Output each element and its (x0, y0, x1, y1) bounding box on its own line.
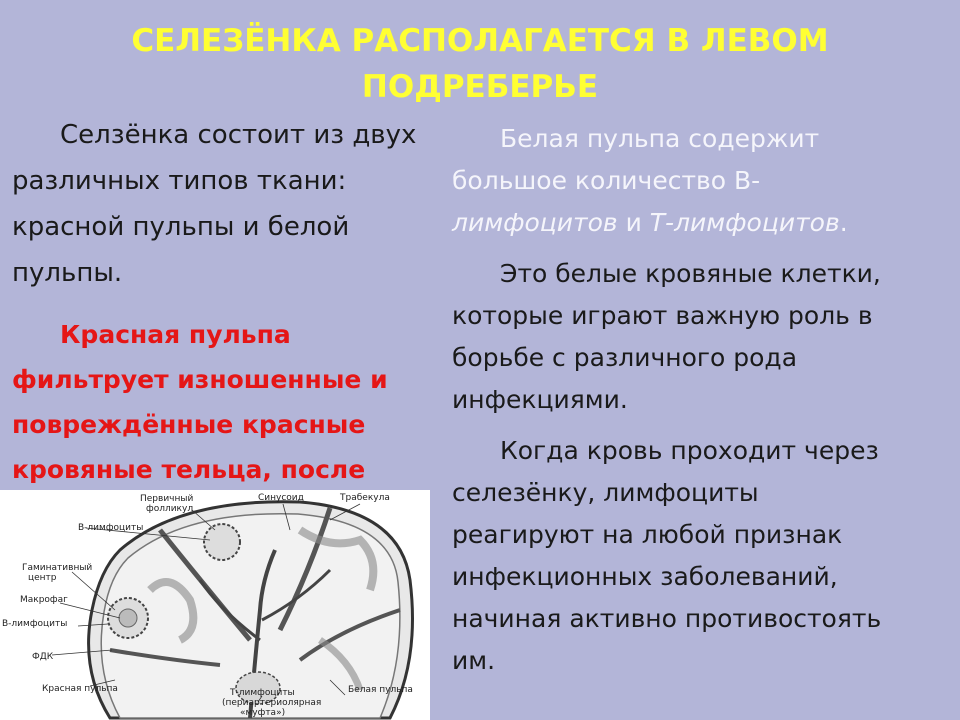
white-pulp-line-1: Белая пульпа содержит (500, 124, 820, 153)
label-fdk: ФДК (32, 652, 54, 662)
blood-flow-paragraph (452, 430, 942, 682)
label-b-lymphocytes-2: В-лимфоциты (2, 619, 68, 629)
red-line-2: фильтрует изношенные и (12, 365, 388, 394)
left-text-column (12, 112, 452, 492)
slide-title (0, 18, 960, 110)
blood-flow-line-5: начиная активно противостоять (452, 604, 882, 633)
intro-line-1: Селзёнка состоит из двух (60, 120, 417, 150)
germinal-core (119, 609, 137, 627)
spleen-diagram (0, 490, 430, 720)
intro-line-2: различных типов ткани: (12, 166, 347, 196)
label-t-lymphocytes: Т-лимфоциты (230, 688, 295, 698)
white-pulp-line-3 (452, 202, 942, 244)
label-sinusoid: Синусоид (258, 493, 304, 503)
intro-line-3: красной пульпы и белой (12, 212, 350, 242)
blood-flow-line-1: Когда кровь проходит через (500, 436, 879, 465)
red-line-1: Красная пульпа (60, 320, 291, 349)
title-line-1: СЕЛЕЗЁНКА РАСПОЛАГАЕТСЯ В ЛЕВОМ (131, 23, 829, 59)
period: . (839, 208, 848, 237)
white-cells-line-3: борьбе с различного рода (452, 343, 798, 372)
blood-flow-line-6: им. (452, 646, 496, 675)
label-macrophage: Макрофаг (20, 595, 68, 605)
red-line-3: повреждённые красные (12, 410, 366, 439)
blood-flow-line-3: реагируют на любой признак (452, 520, 843, 549)
label-t-lymphocytes-3: «муфта») (240, 708, 286, 718)
label-b-lymphocytes: В-лимфоциты (78, 523, 144, 533)
white-cells-paragraph (452, 253, 942, 421)
blood-flow-line-4: инфекционных заболеваний, (452, 562, 838, 591)
red-pulp-paragraph (12, 312, 452, 492)
label-red-pulp: Красная пульпа (42, 684, 118, 694)
label-trabecula: Трабекула (340, 493, 390, 503)
label-primary-follicle: Первичный (140, 494, 194, 504)
t-lymphocytes-term: Т-лимфоцитов (649, 208, 840, 237)
label-white-pulp: Белая пульпа (348, 685, 413, 695)
and-word: и (617, 208, 650, 237)
white-cells-line-4: инфекциями. (452, 385, 628, 414)
label-t-lymphocytes-2: (периартериолярная (222, 698, 322, 708)
white-cells-line-2: которые играют важную роль в (452, 301, 873, 330)
label-germinal: Гаминативный (22, 563, 93, 573)
intro-line-4: пульпы. (12, 258, 123, 288)
blood-flow-line-2: селезёнку, лимфоциты (452, 478, 759, 507)
title-line-2: ПОДРЕБЕРЬЕ (361, 69, 599, 105)
label-primary-follicle-2: фолликул (146, 504, 194, 514)
spleen-illustration (0, 490, 430, 720)
b-lymphocytes-term: лимфоцитов (452, 208, 618, 237)
white-pulp-line-2: большое количество В- (452, 166, 761, 195)
white-pulp-paragraph (452, 118, 942, 244)
white-cells-line-1: Это белые кровяные клетки, (500, 259, 881, 288)
right-text-column (452, 118, 942, 691)
primary-follicle (204, 524, 240, 560)
red-line-4: кровяные тельца, после (12, 455, 366, 484)
label-germinal-2: центр (28, 573, 57, 583)
